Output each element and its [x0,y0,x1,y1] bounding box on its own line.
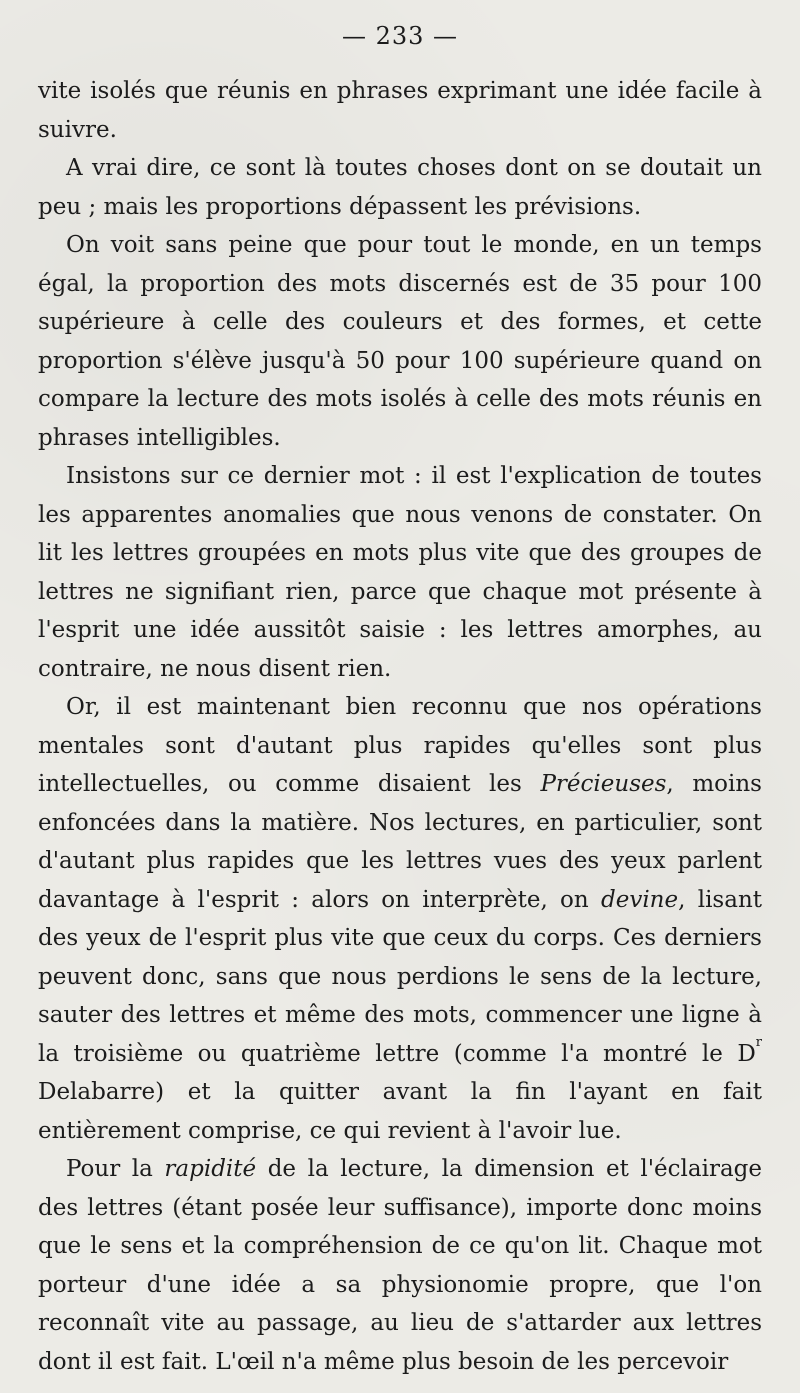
paragraph-3 [38,226,762,457]
paragraph-segment: de la lecture, la dimension et l'éclairage des lettres (étant posée leur suffisance), importe donc moins que le sens et la compréhension de ce qu'on lit. Chaque mot porteur d'une idée a sa physionomie propre, que l'on reconnaît vite au passage, au lieu de s'attarder aux lettres dont il est fait. L'œil n'a même plus besoin de les percevoir [38,1156,763,1375]
body-text [38,72,762,1381]
paragraph-segment: Delabarre) et la quitter avant la fin l'ayant en fait entièrement comprise, ce qui revient à l'avoir lue. [38,1079,762,1144]
paragraph-1 [38,72,762,149]
paragraph-segment: Or, il est maintenant bien reconnu que nos opérations mentales sont d'autant plus rapides qu'elles sont plus intellectuelles, ou comme disaient les [38,694,762,797]
paragraph-segment: rapidité [164,1156,257,1182]
paragraph-segment: A vrai dire, ce sont là toutes choses dont on se doutait un peu ; mais les proportions dépassent les prévisions. [38,155,762,220]
paragraph-segment: Précieuses [540,771,667,797]
paragraph-segment: On voit sans peine que pour tout le monde, en un temps égal, la proportion des mots discernés est de 35 pour 100 supérieure à celle des couleurs et des formes, et cette proportion s'élève jusqu'à 50 pour 100 supérieure quand on compare la lecture des mots isolés à celle des mots réunis en phrases intelligibles. [38,232,762,451]
page-number-header: — 233 — [341,22,459,50]
paragraph-4 [38,457,762,688]
paragraph-6 [38,1150,762,1381]
paragraph-5 [38,688,762,1150]
paragraph-segment: vite isolés que réunis en phrases exprimant une idée facile à suivre. [38,78,762,143]
paragraph-2 [38,149,762,226]
paragraph-segment: Insistons sur ce dernier mot : il est l'explication de toutes les apparentes anomalies que nous venons de constater. On lit les lettres groupées en mots plus vite que des groupes de lettres ne signifiant rien, parce que chaque mot présente à l'esprit une idée aussitôt saisie : les lettres amorphes, au contraire, ne nous disent rien. [38,463,762,682]
paragraph-segment: r [755,1035,762,1050]
paragraph-segment: devine [601,886,679,913]
paragraph-segment: , moins enfoncées dans la matière. Nos lectures, en particulier, sont d'autant plus rapides que les lettres vues des yeux parlent davantage à l'esprit : alors on interprète, on [38,771,762,913]
paragraph-segment: Pour la [66,1156,165,1182]
paragraph-segment: , lisant des yeux de l'esprit plus vite que ceux du corps. Ces derniers peuvent donc, sans que nous perdions le sens de la lecture, sauter des lettres et même des mots, commencer une ligne à la troisième ou quatrième lettre (comme l'a montré le D [38,886,762,1067]
